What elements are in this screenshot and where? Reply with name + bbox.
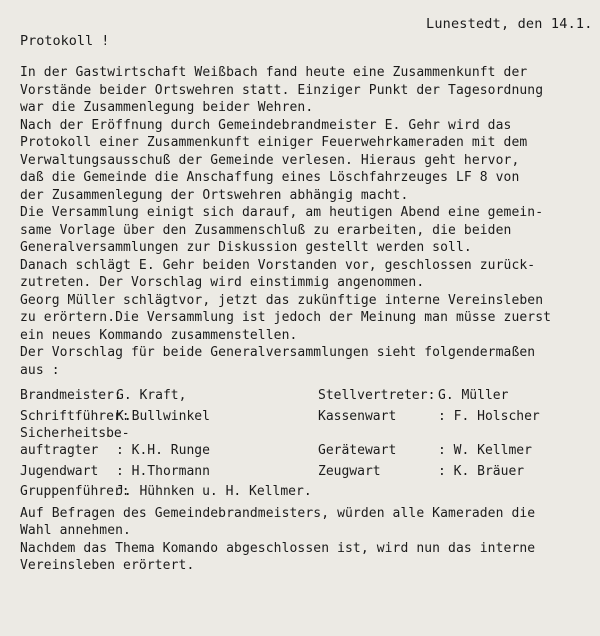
role-label: Jugendwart	[20, 463, 99, 479]
role-name: : H.Thormann	[116, 463, 210, 479]
text-line: Nach der Eröffnung durch Gemeindebrandmeister E. Gehr wird das	[20, 117, 512, 133]
role-label: Stellvertreter:	[318, 388, 436, 403]
spacer	[20, 379, 595, 386]
text-line: same Vorlage über den Zusammenschluß zu erarbeiten, die beiden	[20, 222, 512, 238]
text-line: zu erörtern.Die Versammlung ist jedoch der Meinung man müsse zuerst	[20, 310, 552, 325]
text-line: Protokoll einer Zusammenkunft einiger Feuerwehrkameraden mit dem	[20, 135, 528, 150]
role-name: : W. Kellmer	[438, 443, 532, 458]
role-name: G. Kraft,	[116, 388, 187, 403]
text-line: Danach schlägt E. Gehr beiden Vorstanden vor, geschlossen zurück-	[20, 257, 536, 273]
role-label: Brandmeister:	[20, 388, 122, 403]
role-label: Schriftführer:	[20, 408, 130, 424]
text-line: Auf Befragen des Gemeindebrandmeisters, würden alle Kameraden die	[20, 505, 536, 521]
place-date: Lunestedt, den 14.1.	[426, 16, 593, 32]
role-name: : K.H. Runge	[116, 443, 210, 458]
text-line: aus :	[20, 362, 60, 378]
text-line: Wahl annehmen.	[20, 523, 131, 538]
text-line: Der Vorschlag für beide Generalversammlungen sieht folgendermaßen	[20, 345, 536, 360]
role-label: auftragter	[20, 443, 99, 458]
roster-row	[20, 386, 595, 407]
text-line: Vereinsleben erörtert.	[20, 558, 195, 573]
role-name: G. Müller	[438, 388, 509, 403]
document-body	[20, 64, 595, 575]
role-name: : K. Bräuer	[438, 463, 525, 479]
text-line: Georg Müller schlägtvor, jetzt das zukünftige interne Vereinsleben	[20, 292, 544, 308]
role-name: J. Hühnken u. H. Kellmer.	[116, 484, 312, 499]
closing-text	[20, 505, 595, 575]
text-line: In der Gastwirtschaft Weißbach fand heute eine Zusammenkunft der	[20, 65, 528, 80]
role-label: Kassenwart	[318, 408, 397, 424]
roster-row	[20, 482, 595, 503]
role-label: Zeugwart	[318, 463, 381, 479]
text-line: Verwaltungsausschuß der Gemeinde verlesen. Hieraus geht hervor,	[20, 152, 520, 168]
text-line: Vorstände beider Ortswehren statt. Einziger Punkt der Tagesordnung	[20, 82, 544, 98]
command-roster	[20, 386, 595, 503]
role-label: Gruppenführer:	[20, 484, 130, 499]
text-line: daß die Gemeinde die Anschaffung eines Löschfahrzeuges LF 8 von	[20, 170, 520, 185]
roster-row	[20, 407, 595, 428]
document-title: Protokoll !	[20, 33, 110, 49]
roster-row	[20, 441, 595, 462]
text-line: Nachdem das Thema Komando abgeschlossen ist, wird nun das interne	[20, 540, 536, 556]
text-line: ein neues Kommando zusammenstellen.	[20, 327, 298, 343]
text-line: Die Versammlung einigt sich darauf, am heutigen Abend eine gemein-	[20, 205, 544, 220]
text-line: Generalversammlungen zur Diskussion gestellt werden soll.	[20, 240, 472, 255]
text-line: war die Zusammenlegung beider Wehren.	[20, 100, 314, 115]
role-name: : F. Holscher	[438, 408, 540, 424]
role-label: Gerätewart	[318, 443, 397, 458]
roster-row	[20, 427, 595, 441]
role-label: Sicherheitsbe-	[20, 426, 130, 441]
text-line: zutreten. Der Vorschlag wird einstimmig angenommen.	[20, 275, 425, 290]
text-line: der Zusammenlegung der Ortswehren abhängig macht.	[20, 187, 409, 203]
role-name: K.Bullwinkel	[116, 408, 210, 424]
roster-row	[20, 462, 595, 483]
